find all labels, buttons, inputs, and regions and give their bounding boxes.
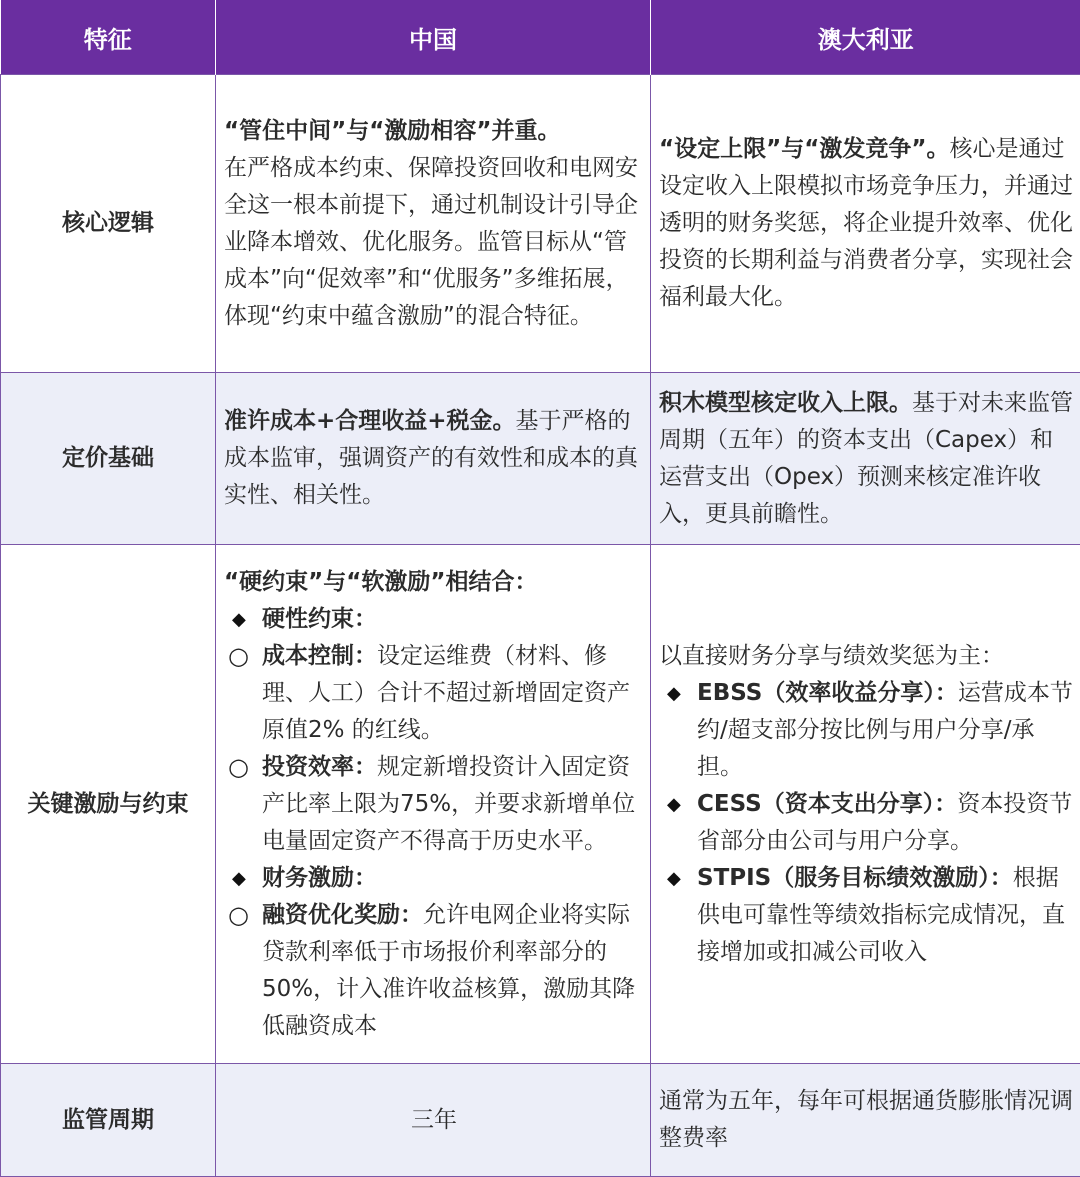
financing-reward-title: 融资优化奖励： <box>262 901 423 928</box>
aus-incentives-intro: 以直接财务分享与绩效奖惩为主： <box>659 642 1004 669</box>
cell-australia-core-logic <box>651 75 1080 373</box>
circle-bullet-icon: ○ <box>228 641 249 670</box>
cell-australia-incentives <box>651 545 1080 1064</box>
header-china: 中国 <box>216 0 651 75</box>
table-row-core-logic <box>1 75 1080 373</box>
aus-core-logic-highlight: “设定上限”与“激发竞争”。 <box>659 136 950 162</box>
investment-efficiency-title: 投资效率： <box>262 753 377 780</box>
list-item-ebss <box>659 675 1074 786</box>
financing-reward-text: 允许电网企业将实际贷款利率低于市场报价利率部分的50%，计入准许收益核算，激励其降低融资成本 <box>262 901 636 1039</box>
diamond-bullet-icon: ◆ <box>667 682 681 704</box>
header-australia: 澳大利亚 <box>651 0 1080 75</box>
cell-china-core-logic <box>216 75 651 373</box>
list-item-financial-incentive <box>224 860 644 897</box>
diamond-bullet-icon: ◆ <box>667 793 681 815</box>
stpis-text: 根据供电可靠性等绩效指标完成情况，直接增加或扣减公司收入 <box>697 864 1065 965</box>
circle-bullet-icon: ○ <box>228 752 249 781</box>
cell-china-pricing-basis <box>216 373 651 545</box>
list-item-cess <box>659 786 1074 860</box>
ebss-text: 运营成本节约/超支部分按比例与用户分享/承担。 <box>697 679 1073 780</box>
list-item-stpis <box>659 860 1074 971</box>
table-row-incentives <box>1 545 1080 1064</box>
aus-pricing-text: 基于对未来监管周期（五年）的资本支出（Capex）和运营支出（Opex）预测来核定准许收入，更具前瞻性。 <box>659 389 1073 527</box>
table-row-pricing-basis <box>1 373 1080 545</box>
china-pricing-text: 基于严格的成本监审，强调资产的有效性和成本的真实性、相关性。 <box>224 408 638 508</box>
aus-core-logic-text: 核心是通过设定收入上限模拟市场竞争压力，并通过透明的财务奖惩，将企业提升效率、优化投资的长期利益与消费者分享，实现社会福利最大化。 <box>659 136 1073 310</box>
table-row-regulatory-period <box>1 1064 1080 1177</box>
ebss-title: EBSS（效率收益分享）： <box>697 679 958 706</box>
hard-constraint-title: 硬性约束： <box>262 605 377 632</box>
row-label-core-logic: 核心逻辑 <box>1 75 216 373</box>
table-header-row <box>1 0 1080 75</box>
row-label-pricing-basis: 定价基础 <box>1 373 216 545</box>
diamond-bullet-icon: ◆ <box>232 867 246 889</box>
cell-australia-pricing-basis <box>651 373 1080 545</box>
stpis-title: STPIS（服务目标绩效激励）： <box>697 864 1013 891</box>
cell-australia-regulatory-period: 通常为五年，每年可根据通货膨胀情况调整费率 <box>651 1064 1080 1177</box>
cell-china-regulatory-period: 三年 <box>216 1064 651 1177</box>
diamond-bullet-icon: ◆ <box>667 867 681 889</box>
cell-china-incentives <box>216 545 651 1064</box>
china-core-logic-text: 在严格成本约束、保障投资回收和电网安全这一根本前提下，通过机制设计引导企业降本增效、优化服务。监管目标从“管成本”向“促效率”和“优服务”多维拓展，体现“约束中蕴含激励”的混合特征。 <box>224 154 638 329</box>
financial-incentive-title: 财务激励： <box>262 864 377 891</box>
circle-bullet-icon: ○ <box>228 900 249 929</box>
cost-control-title: 成本控制： <box>262 642 377 669</box>
list-item-investment-efficiency <box>224 749 644 860</box>
row-label-regulatory-period: 监管周期 <box>1 1064 216 1177</box>
china-incentives-intro: “硬约束”与“软激励”相结合： <box>224 568 538 595</box>
cess-text: 资本投资节省部分由公司与用户分享。 <box>697 790 1073 854</box>
cess-title: CESS（资本支出分享）： <box>697 790 958 817</box>
list-item-financing-reward <box>224 897 644 1045</box>
row-label-incentives: 关键激励与约束 <box>1 545 216 1064</box>
china-pricing-highlight: 准许成本+合理收益+税金。 <box>224 408 516 434</box>
cost-control-text: 设定运维费（材料、修理、人工）合计不超过新增固定资产原值2% 的红线。 <box>262 642 630 743</box>
aus-pricing-highlight: 积木模型核定收入上限。 <box>659 389 912 416</box>
investment-efficiency-text: 规定新增投资计入固定资产比率上限为75%，并要求新增单位电量固定资产不得高于历史水平。 <box>262 753 636 854</box>
diamond-bullet-icon: ◆ <box>232 608 246 630</box>
list-item-cost-control <box>224 638 644 749</box>
header-feature: 特征 <box>1 0 216 75</box>
china-core-logic-highlight: “管住中间”与“激励相容”并重。 <box>224 117 561 144</box>
list-item-hard-constraint <box>224 601 644 638</box>
